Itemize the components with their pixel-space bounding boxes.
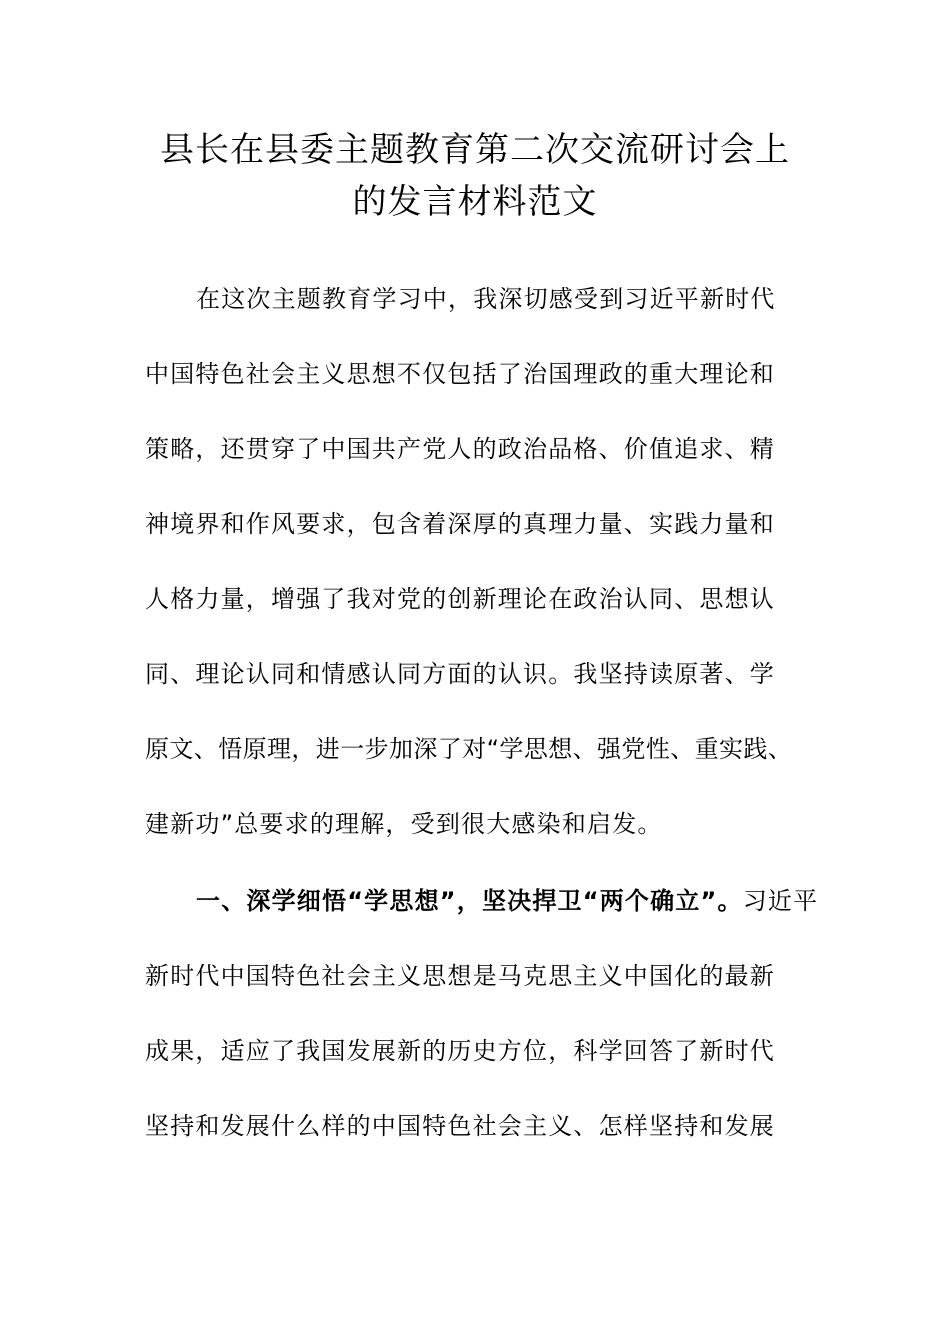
paragraph-1-line-2: 中国特色社会主义思想不仅包括了治国理政的重大理论和 — [145, 360, 775, 388]
paragraph-1-line-3: 策略，还贯穿了中国共产党人的政治品格、价值追求、精 — [145, 435, 775, 463]
section-1-first-line — [196, 885, 818, 917]
paragraph-1-line-5: 人格力量，增强了我对党的创新理论在政治认同、思想认 — [145, 585, 775, 613]
paragraph-1-line-1: 在这次主题教育学习中，我深切感受到习近平新时代 — [196, 285, 776, 313]
document-title-line-2: 的发言材料范文 — [352, 182, 598, 222]
section-1-line-3: 成果，适应了我国发展新的历史方位，科学回答了新时代 — [145, 1037, 775, 1065]
document-title-line-1: 县长在县委主题教育第二次交流研讨会上 — [160, 130, 790, 170]
section-1-line-4: 坚持和发展什么样的中国特色社会主义、怎样坚持和发展 — [145, 1112, 775, 1140]
section-1-line-2: 新时代中国特色社会主义思想是马克思主义中国化的最新 — [145, 962, 775, 990]
paragraph-1-line-8: 建新功”总要求的理解，受到很大感染和启发。 — [145, 810, 663, 838]
section-1-heading-continuation: 习近平 — [742, 887, 819, 915]
paragraph-1-line-4: 神境界和作风要求，包含着深厚的真理力量、实践力量和 — [145, 510, 775, 538]
paragraph-1-line-7: 原文、悟原理，进一步加深了对“学思想、强党性、重实践、 — [145, 735, 793, 763]
paragraph-1-line-6: 同、理论认同和情感认同方面的认识。我坚持读原著、学 — [145, 660, 775, 688]
section-1-heading: 一、深学细悟“学思想”，坚决捍卫“两个确立”。 — [196, 887, 743, 915]
